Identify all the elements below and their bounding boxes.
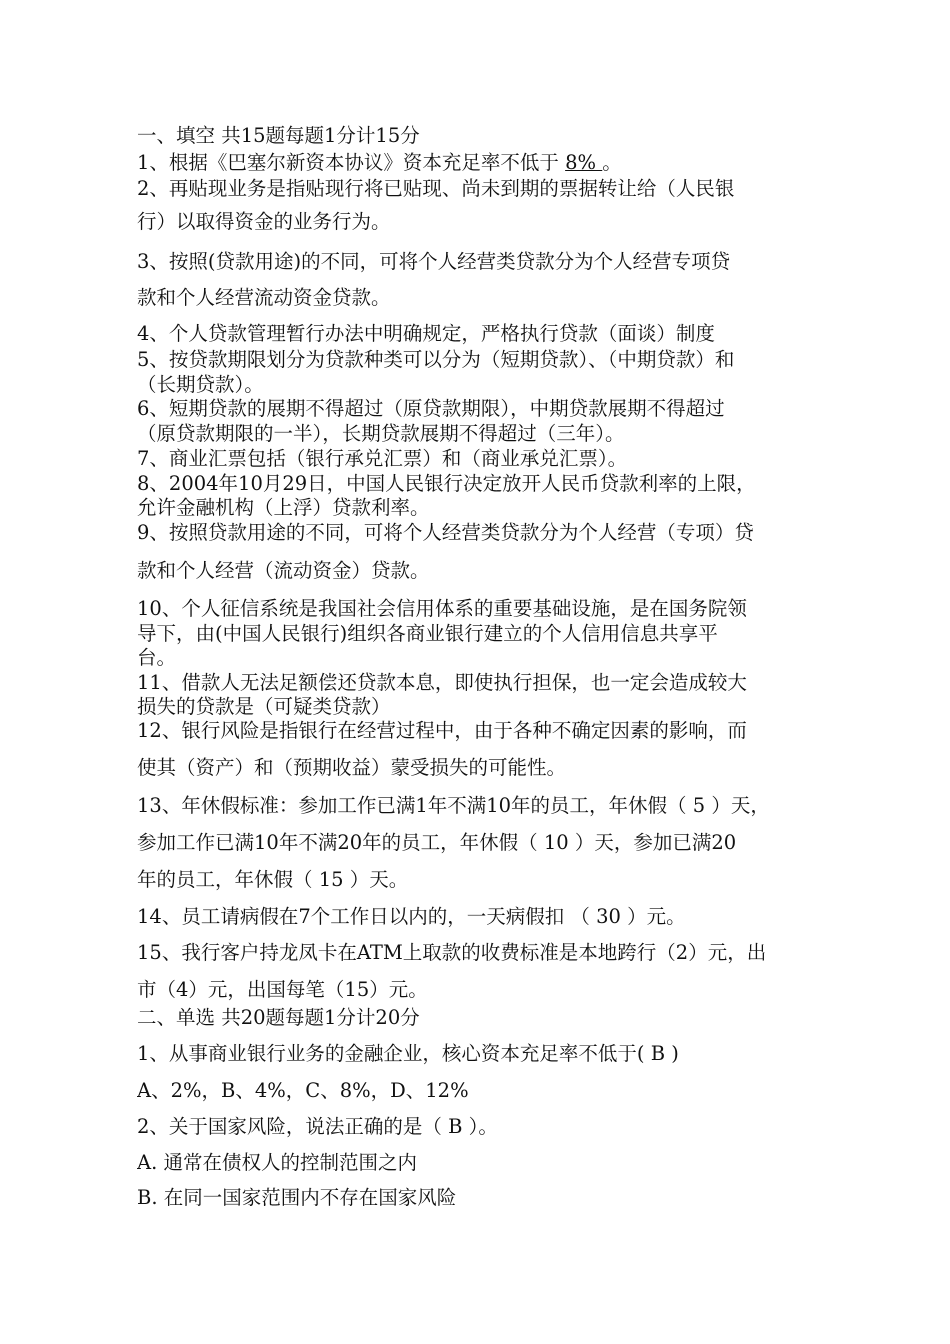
question-line: 行）以取得资金的业务行为。 <box>137 211 391 233</box>
question-line: 5、按贷款期限划分为贷款种类可以分为（短期贷款）、（中期贷款）和 <box>137 349 735 371</box>
question-line: 14、员工请病假在7个工作日以内的，一天病假扣 （ 30 ）元。 <box>137 906 686 928</box>
option-line: A、2%，B、4%，C、8%，D、12% <box>137 1080 469 1102</box>
question-line: 市（4）元，出国每笔（15）元。 <box>137 979 428 1001</box>
question-line: 台。 <box>137 647 177 669</box>
question-line: 参加工作已满10年不满20年的员工，年休假（ 10 ）天，参加已满20 <box>137 832 737 854</box>
option-line: A. 通常在债权人的控制范围之内 <box>137 1152 417 1174</box>
question-line: 15、我行客户持龙凤卡在ATM上取款的收费标准是本地跨行（2）元，出 <box>137 942 767 964</box>
question-text: 1、根据《巴塞尔新资本协议》资本充足率不低于 <box>137 152 559 174</box>
question-line: 12、银行风险是指银行在经营过程中，由于各种不确定因素的影响，而 <box>137 720 747 742</box>
question-line: （长期贷款）。 <box>137 374 264 396</box>
question-line: 13、年休假标准：参加工作已满1年不满10年的员工，年休假（ 5 ）天， <box>137 795 770 817</box>
question-line: （原贷款期限的一半），长期贷款展期不得超过（三年）。 <box>137 423 625 445</box>
question-line: 4、个人贷款管理暂行办法中明确规定，严格执行贷款（面谈）制度 <box>137 323 715 345</box>
question-line: 7、商业汇票包括（银行承兑汇票）和（商业承兑汇票）。 <box>137 448 628 470</box>
question-line: 2、关于国家风险，说法正确的是（ B ）。 <box>137 1116 498 1138</box>
question-line <box>137 152 827 174</box>
section-heading-single-choice: 二、单选 共20题每题1分计20分 <box>137 1007 420 1029</box>
question-line: 款和个人经营流动资金贷款。 <box>137 287 391 309</box>
question-line: 10、个人征信系统是我国社会信用体系的重要基础设施，是在国务院领 <box>137 598 747 620</box>
question-line: 导下，由(中国人民银行)组织各商业银行建立的个人信用信息共享平 <box>137 623 718 645</box>
question-line: 9、按照贷款用途的不同，可将个人经营类贷款分为个人经营（专项）贷 <box>137 522 754 544</box>
answer-blank: 8% <box>565 152 603 174</box>
question-line: 损失的贷款是（可疑类贷款） <box>137 696 391 718</box>
question-line: 3、按照(贷款用途)的不同，可将个人经营类贷款分为个人经营专项贷 <box>137 251 731 273</box>
question-end: 。 <box>602 152 622 174</box>
question-line: 2、再贴现业务是指贴现行将已贴现、尚未到期的票据转让给（人民银 <box>137 178 735 200</box>
question-line: 年的员工，年休假（ 15 ）天。 <box>137 869 409 891</box>
section-heading-fill-in: 一、填空 共15题每题1分计15分 <box>137 125 420 147</box>
question-line: 款和个人经营（流动资金）贷款。 <box>137 560 430 582</box>
question-line: 允许金融机构（上浮）贷款利率。 <box>137 497 430 519</box>
question-line: 1、从事商业银行业务的金融企业，核心资本充足率不低于( B ) <box>137 1043 679 1065</box>
question-line: 8、2004年10月29日，中国人民银行决定放开人民币贷款利率的上限， <box>137 473 756 495</box>
option-line: B. 在同一国家范围内不存在国家风险 <box>137 1187 457 1209</box>
question-line: 11、借款人无法足额偿还贷款本息，即使执行担保，也一定会造成较大 <box>137 672 747 694</box>
question-line: 使其（资产）和（预期收益）蒙受损失的可能性。 <box>137 757 567 779</box>
question-line: 6、短期贷款的展期不得超过（原贷款期限），中期贷款展期不得超过 <box>137 398 725 420</box>
